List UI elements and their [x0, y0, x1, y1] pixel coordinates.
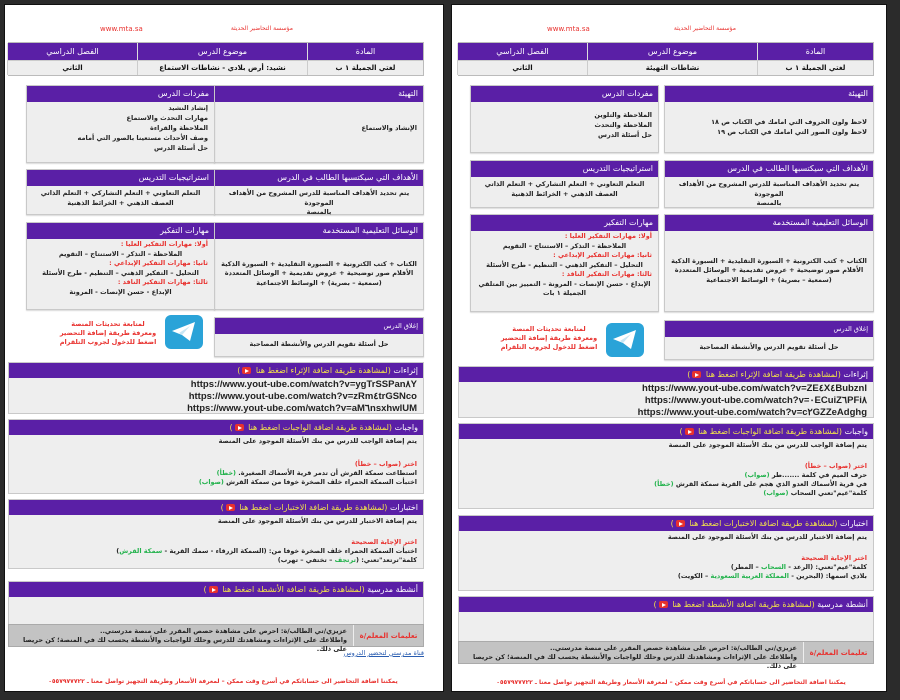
enrichment-link[interactable]: https://www.yout-ube.com/watch?v=ygTrSSPan٨Y — [190, 379, 417, 390]
mufradat-title: مفردات الدرس — [27, 86, 214, 102]
homework-header[interactable]: واجبات (لمشاهدة طريقة اضافة الواجبات اضغط هنا ) — [9, 420, 423, 435]
enrichment-link[interactable]: https://www.yout-ube.com/watch?v=٠ECuiZ٦PFi٨ — [644, 395, 867, 406]
tamheed-text: الإنشاد والاستماع — [361, 124, 417, 132]
teaching-aids-title: الوسائل التعليمية المستخدمة — [215, 223, 423, 239]
lesson-info-table — [8, 42, 424, 76]
homework-section — [458, 423, 874, 509]
mufradat-title: مفردات الدرس — [471, 86, 658, 102]
youtube-icon — [235, 424, 244, 431]
teacher-notes-label: تعليمات المعلم/ة — [353, 625, 423, 646]
strategies-text: التعلم التعاوني + التعلم التشاركي + التعلم الذاتي العصف الذهني + الخرائط الذهنية — [40, 189, 201, 207]
site-url: www.mta.sa — [547, 25, 590, 33]
closing-title: إغلاق الدرس — [665, 321, 873, 337]
teacher-notes-text: عزيزي/تي الطالب/ة: احرص على مشاهدة حصص المقرر على منصة مدرستي.. واطلاعك على الإثراءات ومشاهدتك للدرس وحلك للواجبات والأنشطة يحسب لك في المنصة؛ كن حريصا على ذلك. — [473, 644, 797, 670]
homework-body: يتم إضافة الواجب للدرس من بنك الأسئلة الموجود على المنصة اختر (صواب – خطأ) حرف الميم في كلمة .......طر (صواب) في قرية الأسماك العدو الذي هجم على القرية سمكة القرش (خطأ) كلمة"غيم"تعني السحاب (صواب) — [459, 439, 873, 500]
closing-text: حل أسئلة تقويم الدرس والأنشطة المصاحبة — [249, 340, 389, 348]
test-question: اختبأت السمكة الحمراء خلف الصخرة خوفا من: (السمكة الزرقاء - سمك القرية - سمكة القرش) — [116, 547, 417, 555]
mufradat-box — [26, 85, 215, 163]
semester-value: الثاني — [457, 60, 587, 75]
youtube-icon — [209, 586, 218, 593]
enrichment-link[interactable]: https://www.yout-ube.com/watch?v=zRm٤trGSNco — [188, 391, 417, 402]
youtube-icon — [226, 504, 235, 511]
tests-section — [8, 499, 424, 569]
tamheed-text: لاحظ ولون الحروف التي امامك في الكتاب ص ١٨ لاحظ ولون الصور التي امامك في الكتاب ص ١٩ — [711, 118, 867, 136]
thinking-skills-box — [470, 214, 659, 312]
homework-question: اختبأت السمكة الحمراء خلف الصخرة خوفا من سمكة القرش (صواب) — [198, 478, 417, 486]
telegram-note[interactable]: لمتابعة تحديثات المنصة ومعرفة طريقة إضافة التحضير اضغط للدخول لجروب التلقرام — [500, 325, 598, 351]
teaching-aids-box — [214, 222, 424, 310]
lesson-plan-page-1 — [4, 4, 444, 692]
lesson-info-table — [458, 42, 874, 76]
teacher-notes — [458, 641, 874, 670]
enrichment-links — [9, 378, 423, 416]
homework-question: في قرية الأسماك العدو الذي هجم على القرية سمكة القرش (خطأ) — [654, 480, 867, 488]
youtube-icon — [242, 367, 251, 374]
strategies-text: التعلم التعاوني + التعلم التشاركي + التعلم الذاتي العصف الذهني + الخرائط الذهنية — [484, 180, 645, 198]
mufradat-box — [470, 85, 659, 153]
thinking-skills-title: مهارات التفكير — [471, 215, 658, 231]
teacher-notes-text: عزيزي/تي الطالب/ة: احرص على مشاهدة حصص المقرر على منصة مدرستي.. واطلاعك على الإثراءات ومشاهدتك للدرس وحلك للواجبات والأنشطة يحسب لك في المنصة؛ كن حريصا على ذلك. — [23, 627, 347, 653]
objectives-text: يتم تحديد الأهداف المناسبة للدرس المشروح من الأهداف الموجودة بالمنصة — [228, 189, 410, 216]
telegram-icon — [171, 321, 197, 343]
thinking-skills-list: أولا: مهارات التفكير العليا : الملاحظة – التذكر – الاستنتاج – التقويم ثانيا: مهارات التفكير الإبداعي : التحليل – التفكير الذهني – التنظيم - طرح الأسئلة ثالثا: مهارات التفكير الناقد : الإبداع - حسن الإنصات - المرونة – التمييز بين المتلقي الجميلة ١ بات — [478, 232, 652, 297]
mufradat-list: الملاحظة والتلوين الملاحظة والتحدث حل أسئلة الدرس — [594, 111, 652, 139]
closing-box — [214, 317, 424, 357]
tamheed-title: التهيئة — [665, 86, 873, 102]
lesson-plan-page-2 — [451, 4, 887, 692]
tests-header[interactable]: اختبارات (لمشاهدة طريقة اضافة الاختبارات اضغط هنا ) — [459, 516, 873, 531]
test-question: كلمة"غيم"تعني: (الرعد - السحاب – المطر) — [730, 563, 867, 571]
telegram-button[interactable] — [606, 323, 644, 357]
strategies-title: استراتيجيات التدريس — [27, 170, 214, 186]
activities-section — [458, 596, 874, 642]
objectives-box — [664, 160, 874, 208]
objectives-text: يتم تحديد الأهداف المناسبة للدرس المشروح من الأهداف الموجودة بالمنصة — [678, 180, 860, 207]
subject-header: المادة — [307, 43, 423, 60]
enrichment-section — [8, 362, 424, 414]
topic-value: نشيد: أرض بلادي - نشاطات الاستماع — [137, 60, 307, 75]
objectives-title: الأهداف التي سيكتسبها الطالب في الدرس — [215, 170, 423, 186]
telegram-button[interactable] — [165, 315, 203, 349]
telegram-icon — [612, 329, 638, 351]
test-question: بلادي اسمها: (البحرين - المملكة العربية السعودية – الكويت) — [677, 572, 867, 580]
subject-value: لغتي الجميلة ١ ب — [757, 60, 873, 75]
strategies-title: استراتيجيات التدريس — [471, 161, 658, 177]
tests-header[interactable]: اختبارات (لمشاهدة طريقة اضافة الاختبارات اضغط هنا ) — [9, 500, 423, 515]
semester-header: الفصل الدراسي — [457, 43, 587, 60]
strategies-box — [470, 160, 659, 208]
tamheed-box — [214, 85, 424, 163]
activities-header[interactable]: أنشطة مدرسية (لمشاهدة طريقة اضافة الأنشطة اضغط هنا ) — [459, 597, 873, 612]
channel-link[interactable]: قناة مدرستي لتحضير الدروس — [343, 649, 424, 657]
closing-title: إغلاق الدرس — [215, 318, 423, 334]
enrichment-link[interactable]: https://www.yout-ube.com/watch?v=aM٦nsxhwlUM — [187, 403, 417, 414]
activities-section — [8, 581, 424, 625]
topic-header: موضوع الدرس — [587, 43, 757, 60]
site-url: www.mta.sa — [100, 25, 143, 33]
enrichment-section — [458, 366, 874, 418]
closing-text: حل أسئلة تقويم الدرس والأنشطة المصاحبة — [699, 343, 839, 351]
semester-value: الثاني — [7, 60, 137, 75]
activities-header[interactable]: أنشطة مدرسية (لمشاهدة طريقة اضافة الأنشطة اضغط هنا ) — [9, 582, 423, 597]
teacher-notes-label: تعليمات المعلم/ة — [803, 642, 873, 663]
strategies-box — [26, 169, 215, 215]
tamheed-box — [664, 85, 874, 153]
objectives-box — [214, 169, 424, 215]
homework-section — [8, 419, 424, 494]
homework-question: حرف الميم في كلمة .......طر (صواب) — [744, 471, 867, 479]
topic-value: نشاطات التهيئة — [587, 60, 757, 75]
thinking-skills-list: أولا: مهارات التفكير العليا : الملاحظة – التذكر – الاستنتاج – التقويم ثانيا: مهارات التفكير الإبداعي : التحليل – التفكير الذهني – التنظيم - طرح الأسئلة ثالثا: مهارات التفكير الناقد : الإبداع - حسن الإنصات - المرونة — [42, 240, 208, 296]
mufradat-list: إنشاد النشيد مهارات التحدث والاستماع الملاحظة والقراءة وصف الأحداث مستعينا بالصور التي أمامه حل أسئلة الدرس — [77, 104, 208, 152]
youtube-icon — [692, 371, 701, 378]
homework-question: كلمة"غيم"تعني السحاب (صواب) — [763, 489, 867, 497]
youtube-icon — [685, 428, 694, 435]
enrichment-header[interactable]: إثراءات (لمشاهدة طريقة اضافة الإثراء اضغط هنا ) — [459, 367, 873, 382]
enrichment-header[interactable]: إثراءات (لمشاهدة طريقة اضافة الإثراء اضغط هنا ) — [9, 363, 423, 378]
teaching-aids-title: الوسائل التعليمية المستخدمة — [665, 215, 873, 231]
footer-note: يمكننا اضافة التحاضير الى حساباتكم في أسرع وقت ممكن – لمعرفة الأسعار وطريقة التجهيز تواصل معنا ـ ٠٥٥٧٩٧٧٧٢٢ — [48, 678, 398, 685]
enrichment-links — [459, 382, 873, 420]
tests-body: يتم إضافة الاختبار للدرس من بنك الأسئلة الموجود على المنصة اختر الإجابة الصحيحة اختبأت السمكة الحمراء خلف الصخرة خوفا من: (السمكة الزرقاء - سمك القرية - سمكة القرش) كلمة"ترتعد"تعني: (ترتجف – تختفي – تهرب) — [9, 515, 423, 567]
institution-name: مؤسسة التحاضير الحديثة — [673, 25, 736, 32]
institution-name: مؤسسة التحاضير الحديثة — [230, 25, 293, 32]
telegram-note[interactable]: لمتابعة تحديثات المنصة ومعرفة طريقة إضافة التحضير اضغط للدخول لجروب التلقرام — [59, 320, 157, 346]
tamheed-title: التهيئة — [215, 86, 423, 102]
homework-body: يتم إضافة الواجب للدرس من بنك الأسئلة الموجود على المنصة اختر (صواب – خطأ) استطاعت سمكة القرش أن تدمر قرية الأسماك الصغيرة. (خطأ) اختبأت السمكة الحمراء خلف الصخرة خوفا من سمكة القرش (صواب) — [9, 435, 423, 489]
tests-body: يتم إضافة الاختبار للدرس من بنك الأسئلة الموجود على المنصة اختر الإجابة الصحيحة كلمة"غيم"تعني: (الرعد - السحاب – المطر) بلادي اسمها: (البحرين - المملكة العربية السعودية – الكويت) — [459, 531, 873, 583]
topic-header: موضوع الدرس — [137, 43, 307, 60]
teaching-aids-text: الكتاب + كتب الكترونية + السبورة التقليدية + السبورة الذكية الأقلام صور توضيحية + عروض تقديمية + الوسائل المتعددة (سمعية – بصرية) + الوسائط الاجتماعية — [671, 256, 867, 284]
teaching-aids-text: الكتاب + كتب الكترونية + السبورة التقليدية + السبورة الذكية الأقلام صور توضيحية + عروض تقديمية + الوسائل المتعددة (سمعية – بصرية) + الوسائط الاجتماعية — [221, 259, 417, 287]
footer-note: يمكننا اضافة التحاضير الى حساباتكم في أسرع وقت ممكن – لمعرفة الأسعار وطريقة التجهيز تواصل معنا ـ ٠٥٥٧٩٧٧٧٢٢ — [496, 679, 846, 686]
youtube-icon — [676, 520, 685, 527]
youtube-icon — [659, 601, 668, 608]
tests-section — [458, 515, 874, 591]
objectives-title: الأهداف التي سيكتسبها الطالب في الدرس — [665, 161, 873, 177]
enrichment-link[interactable]: https://www.yout-ube.com/watch?v=c٢GZZeAdghg — [637, 407, 867, 418]
homework-header[interactable]: واجبات (لمشاهدة طريقة اضافة الواجبات اضغط هنا ) — [459, 424, 873, 439]
semester-header: الفصل الدراسي — [7, 43, 137, 60]
subject-value: لغتي الجميلة ١ ب — [307, 60, 423, 75]
subject-header: المادة — [757, 43, 873, 60]
test-question: كلمة"ترتعد"تعني: (ترتجف – تختفي – تهرب) — [277, 556, 417, 564]
teaching-aids-box — [664, 214, 874, 312]
enrichment-link[interactable]: https://www.yout-ube.com/watch?v=ZE٤X٤Bubznl — [642, 383, 867, 394]
thinking-skills-title: مهارات التفكير — [27, 223, 214, 239]
thinking-skills-box — [26, 222, 215, 310]
homework-question: استطاعت سمكة القرش أن تدمر قرية الأسماك الصغيرة. (خطأ) — [216, 469, 417, 477]
closing-box — [664, 320, 874, 360]
